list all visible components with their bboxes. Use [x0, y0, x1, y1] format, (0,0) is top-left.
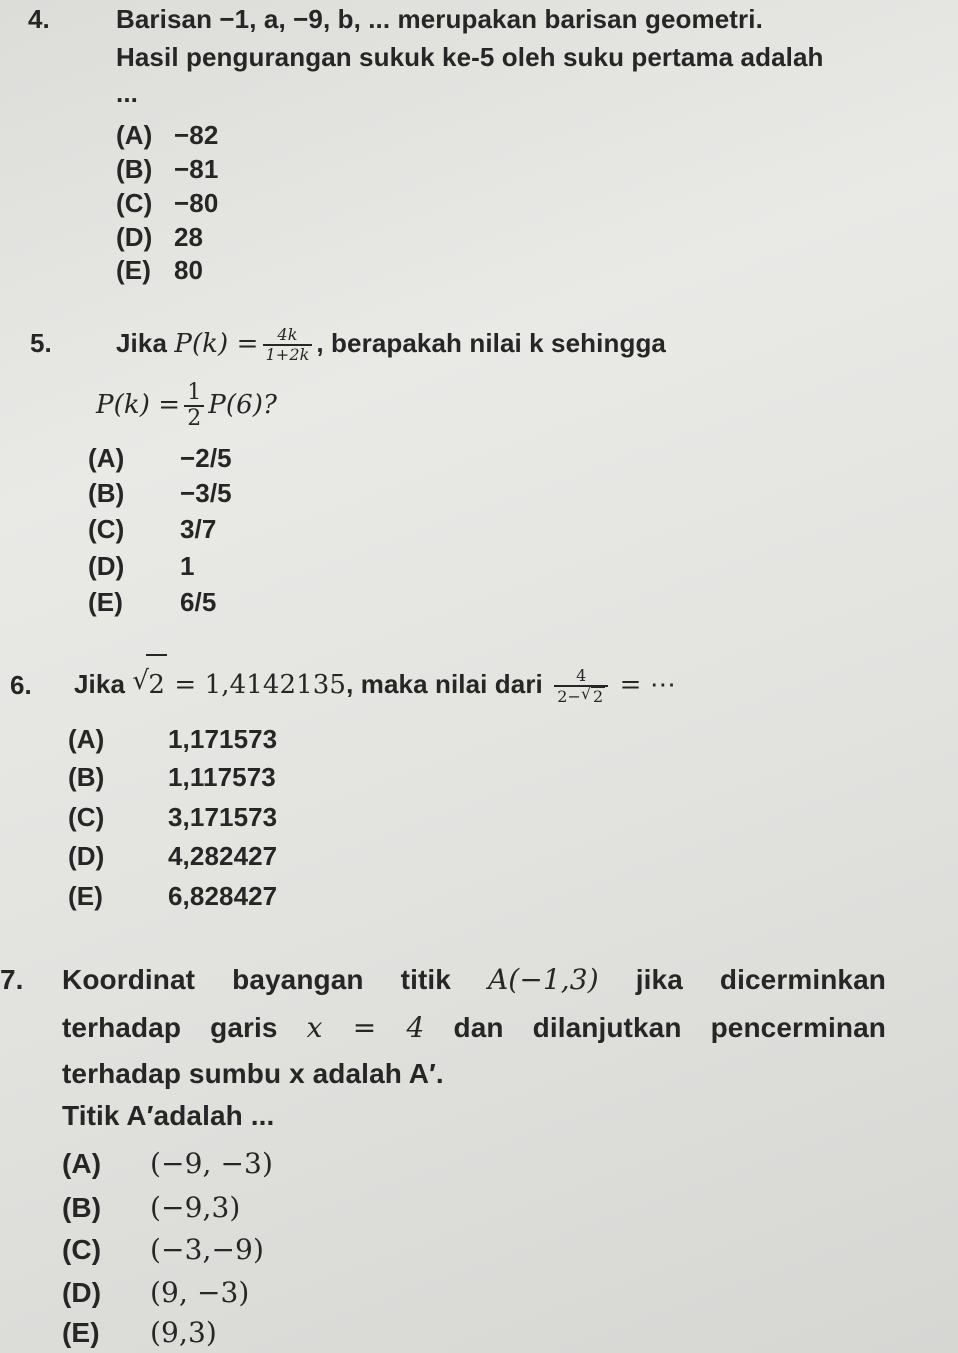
option-e[interactable] — [62, 1316, 217, 1350]
sqrt-argument: 2 — [146, 654, 167, 714]
option-label: (E) — [116, 255, 151, 285]
text-part: jika dicerminkan — [635, 964, 886, 995]
option-value: 80 — [174, 255, 204, 285]
line-expression: x = 4 — [306, 1011, 425, 1044]
option-d[interactable] — [68, 839, 277, 873]
question-text-line: terhadap sumbu x adalah A′. — [62, 1058, 444, 1089]
option-c[interactable] — [68, 800, 277, 834]
option-value: 1,117573 — [168, 762, 276, 792]
sqrt-expression — [581, 683, 605, 706]
option-a[interactable] — [62, 1147, 273, 1181]
option-label: (D) — [88, 551, 125, 581]
option-label: (E) — [88, 587, 123, 617]
option-label: (D) — [62, 1277, 102, 1308]
option-value: −3/5 — [180, 478, 232, 508]
question-equation — [96, 374, 277, 435]
option-b[interactable] — [68, 760, 276, 794]
question-text-line — [62, 1011, 886, 1045]
option-value: 4,282427 — [168, 841, 278, 871]
option-d[interactable] — [116, 220, 203, 254]
equation-right: P(6)? — [208, 390, 278, 420]
sqrt-symbol: √ — [132, 666, 150, 696]
question-tail: , berapakah nilai k sehingga — [316, 328, 666, 358]
fraction-numerator: 4 — [554, 667, 608, 687]
fraction-denominator: 1+2k — [265, 345, 310, 365]
option-label: (A) — [116, 120, 153, 150]
sqrt-symbol: √ — [581, 683, 592, 703]
option-label: (B) — [88, 478, 125, 508]
fraction-denominator: 2 — [187, 406, 202, 432]
question-number: 4. — [28, 4, 50, 34]
option-b[interactable] — [88, 476, 232, 510]
question-text-line — [62, 963, 886, 997]
sqrt-argument: 2 — [593, 686, 604, 706]
text-part: dan dilanjutkan pencerminan — [453, 1012, 886, 1043]
option-label: (E) — [62, 1317, 100, 1348]
option-d[interactable] — [88, 549, 195, 583]
option-a[interactable] — [68, 722, 277, 756]
option-label: (E) — [68, 881, 103, 911]
fraction — [554, 667, 608, 706]
option-c[interactable] — [116, 186, 218, 220]
question-number: 6. — [10, 670, 32, 700]
fraction-numerator: 1 — [184, 381, 204, 407]
sqrt-value: = 1,4142135 — [174, 670, 347, 700]
option-label: (C) — [62, 1234, 102, 1265]
option-value: 6,828427 — [168, 881, 278, 911]
question-text-line — [116, 316, 666, 371]
option-a[interactable] — [116, 118, 218, 152]
fraction-denominator — [554, 683, 608, 706]
option-value: 1 — [180, 551, 195, 581]
option-value: 28 — [174, 222, 204, 252]
question-middle: , maka nilai dari — [346, 669, 543, 699]
option-label: (D) — [68, 841, 105, 871]
sqrt-expression — [132, 654, 167, 714]
option-label: (A) — [88, 443, 125, 473]
option-value: 6/5 — [180, 587, 217, 617]
question-text-line: ... — [116, 78, 138, 108]
option-label: (C) — [68, 802, 105, 832]
option-value: −80 — [174, 188, 219, 218]
option-a[interactable] — [88, 441, 232, 475]
question-text-line: Hasil pengurangan sukuk ke-5 oleh suku pertama adalah — [116, 42, 824, 72]
option-c[interactable] — [62, 1233, 264, 1267]
option-c[interactable] — [88, 512, 216, 546]
question-text-line: Titik A′adalah ... — [62, 1100, 275, 1131]
option-label: (A) — [68, 724, 105, 754]
option-label: (B) — [116, 154, 153, 184]
question-number: 7. — [0, 964, 24, 995]
option-value: 3,171573 — [168, 802, 278, 832]
option-e[interactable] — [68, 879, 277, 913]
option-value: (9,3) — [150, 1316, 217, 1349]
option-value: (−9,3) — [150, 1191, 241, 1224]
option-label: (C) — [116, 188, 153, 218]
option-label: (C) — [88, 514, 125, 544]
function-expression: P(k) = — [174, 329, 259, 359]
option-label: (B) — [62, 1192, 102, 1223]
jika-word: Jika — [74, 669, 126, 699]
option-b[interactable] — [116, 152, 218, 186]
question-tail: = ⋯ — [619, 670, 676, 700]
option-value: 1,171573 — [168, 724, 278, 754]
option-b[interactable] — [62, 1191, 240, 1225]
option-value: −2/5 — [180, 443, 232, 473]
question-text-line: Barisan −1, a, −9, b, ... merupakan barisan geometri. — [116, 4, 763, 34]
equation-left: P(k) = — [96, 390, 181, 420]
option-value: −81 — [174, 154, 219, 184]
text-part: Koordinat bayangan titik — [62, 964, 451, 995]
option-value: (−9, −3) — [150, 1147, 273, 1180]
option-value: (9, −3) — [150, 1276, 250, 1309]
option-label: (B) — [68, 762, 105, 792]
option-label: (D) — [116, 222, 153, 252]
option-value: (−3,−9) — [150, 1233, 264, 1266]
point-expression: A(−1,3) — [487, 963, 599, 996]
question-number: 5. — [30, 328, 52, 358]
option-d[interactable] — [62, 1276, 249, 1310]
option-e[interactable] — [116, 253, 203, 287]
question-text-line — [74, 654, 676, 714]
fraction-half — [184, 381, 204, 431]
fraction-numerator: 4k — [263, 326, 313, 346]
denominator-part: 2− — [557, 686, 582, 706]
text-part: terhadap garis — [62, 1012, 278, 1043]
option-value: −82 — [174, 120, 219, 150]
option-value: 3/7 — [180, 514, 217, 544]
option-e[interactable] — [88, 585, 216, 619]
option-label: (A) — [62, 1148, 102, 1179]
jika-word: Jika — [116, 328, 168, 358]
fraction — [263, 326, 313, 364]
